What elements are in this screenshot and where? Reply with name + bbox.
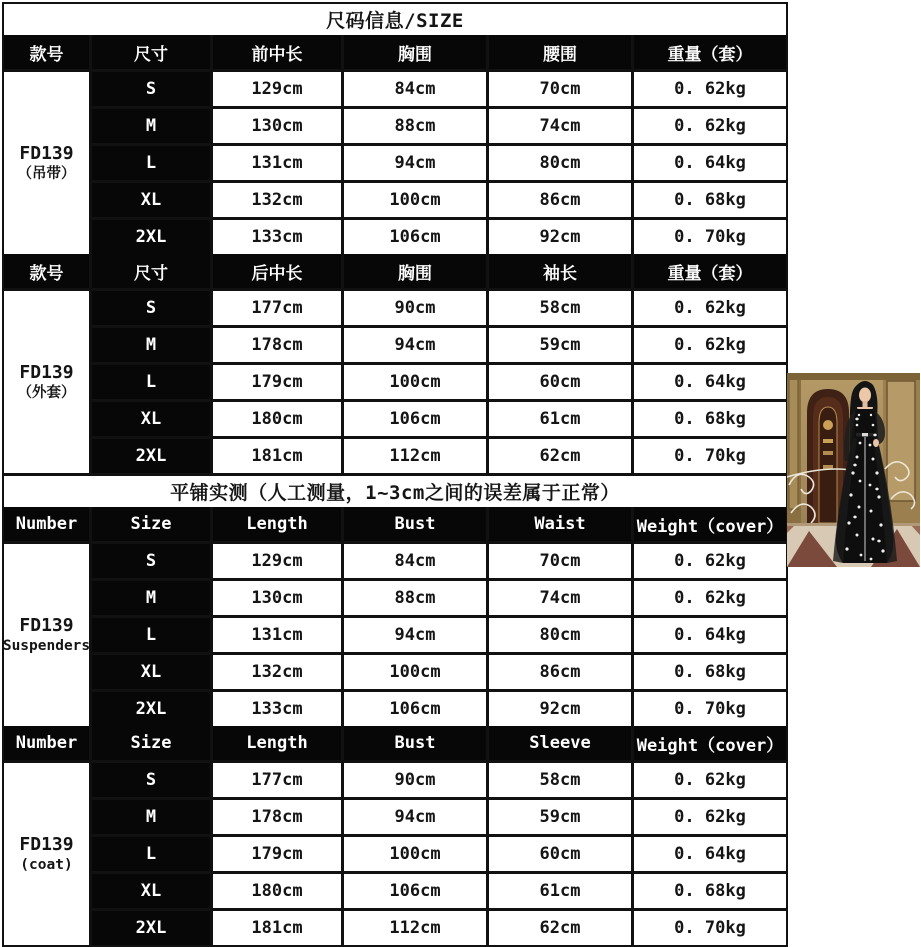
model-number: FD139	[19, 614, 74, 636]
value-cell: 0. 62kg	[634, 109, 786, 143]
product-photo-illustration	[787, 373, 920, 567]
value-cell: 0. 68kg	[634, 183, 786, 217]
value-cell: 80cm	[489, 618, 631, 652]
value-cell: 60cm	[489, 365, 631, 399]
value-cell: 58cm	[489, 291, 631, 325]
column-header: 重量（套）	[634, 35, 786, 69]
value-cell: 0. 68kg	[634, 874, 786, 908]
chart-title: 尺码信息/SIZE	[4, 4, 786, 35]
section-cn-sling	[4, 35, 786, 254]
size-cell: S	[92, 72, 210, 106]
size-cell: S	[92, 291, 210, 325]
model-cell	[4, 544, 89, 726]
value-cell: 92cm	[489, 692, 631, 726]
column-header: 款号	[4, 254, 89, 288]
value-cell: 100cm	[344, 365, 486, 399]
column-header: 袖长	[489, 254, 631, 288]
model-variant: （吊带）	[17, 166, 76, 183]
value-cell: 60cm	[489, 837, 631, 871]
value-cell: 100cm	[344, 655, 486, 689]
value-cell: 178cm	[213, 328, 341, 362]
value-cell: 61cm	[489, 874, 631, 908]
value-cell: 0. 70kg	[634, 911, 786, 945]
column-header: 款号	[4, 35, 89, 69]
size-cell: M	[92, 109, 210, 143]
measurement-note-title: 平铺实测（人工测量，1~3cm之间的误差属于正常）	[4, 473, 786, 507]
value-cell: 0. 64kg	[634, 146, 786, 180]
value-cell: 90cm	[344, 291, 486, 325]
size-cell: S	[92, 763, 210, 797]
value-cell: 100cm	[344, 837, 486, 871]
value-cell: 178cm	[213, 800, 341, 834]
column-header: Bust	[344, 726, 486, 760]
column-header: 胸围	[344, 35, 486, 69]
column-header: Bust	[344, 507, 486, 541]
value-cell: 0. 62kg	[634, 328, 786, 362]
value-cell: 70cm	[489, 72, 631, 106]
value-cell: 131cm	[213, 146, 341, 180]
size-cell: L	[92, 365, 210, 399]
value-cell: 181cm	[213, 439, 341, 473]
value-cell: 131cm	[213, 618, 341, 652]
section-cn-coat	[4, 254, 786, 473]
value-cell: 58cm	[489, 763, 631, 797]
value-cell: 59cm	[489, 800, 631, 834]
column-header: 前中长	[213, 35, 341, 69]
value-cell: 130cm	[213, 581, 341, 615]
value-cell: 177cm	[213, 763, 341, 797]
column-header: 尺寸	[92, 35, 210, 69]
value-cell: 0. 64kg	[634, 618, 786, 652]
value-cell: 112cm	[344, 439, 486, 473]
size-cell: 2XL	[92, 220, 210, 254]
model-number: FD139	[19, 361, 74, 383]
value-cell: 100cm	[344, 183, 486, 217]
value-cell: 90cm	[344, 763, 486, 797]
column-header: Weight（cover）	[634, 507, 786, 541]
model-cell	[4, 763, 89, 945]
value-cell: 0. 62kg	[634, 581, 786, 615]
value-cell: 61cm	[489, 402, 631, 436]
value-cell: 180cm	[213, 874, 341, 908]
value-cell: 179cm	[213, 837, 341, 871]
value-cell: 80cm	[489, 146, 631, 180]
value-cell: 133cm	[213, 220, 341, 254]
section-en-suspenders	[4, 507, 786, 726]
value-cell: 130cm	[213, 109, 341, 143]
value-cell: 92cm	[489, 220, 631, 254]
size-cell: XL	[92, 655, 210, 689]
value-cell: 74cm	[489, 581, 631, 615]
value-cell: 0. 62kg	[634, 800, 786, 834]
value-cell: 133cm	[213, 692, 341, 726]
value-cell: 94cm	[344, 146, 486, 180]
value-cell: 84cm	[344, 72, 486, 106]
size-cell: L	[92, 618, 210, 652]
column-header: Sleeve	[489, 726, 631, 760]
size-cell: L	[92, 146, 210, 180]
value-cell: 0. 62kg	[634, 291, 786, 325]
value-cell: 59cm	[489, 328, 631, 362]
value-cell: 0. 64kg	[634, 837, 786, 871]
column-header: Waist	[489, 507, 631, 541]
value-cell: 177cm	[213, 291, 341, 325]
value-cell: 62cm	[489, 911, 631, 945]
value-cell: 62cm	[489, 439, 631, 473]
value-cell: 129cm	[213, 72, 341, 106]
size-cell: 2XL	[92, 439, 210, 473]
value-cell: 129cm	[213, 544, 341, 578]
model-cell	[4, 72, 89, 254]
column-header: Number	[4, 726, 89, 760]
size-cell: M	[92, 328, 210, 362]
value-cell: 106cm	[344, 402, 486, 436]
column-header: 重量（套）	[634, 254, 786, 288]
size-cell: XL	[92, 874, 210, 908]
value-cell: 86cm	[489, 655, 631, 689]
product-photo	[787, 373, 920, 567]
size-cell: XL	[92, 183, 210, 217]
model-number: FD139	[19, 833, 74, 855]
value-cell: 0. 62kg	[634, 72, 786, 106]
value-cell: 132cm	[213, 183, 341, 217]
model-variant: Suspenders	[2, 638, 91, 655]
column-header: Length	[213, 507, 341, 541]
size-cell: M	[92, 800, 210, 834]
size-cell: L	[92, 837, 210, 871]
value-cell: 179cm	[213, 365, 341, 399]
value-cell: 0. 64kg	[634, 365, 786, 399]
column-header: Length	[213, 726, 341, 760]
value-cell: 88cm	[344, 109, 486, 143]
model-number: FD139	[19, 142, 74, 164]
value-cell: 0. 70kg	[634, 439, 786, 473]
value-cell: 106cm	[344, 692, 486, 726]
value-cell: 84cm	[344, 544, 486, 578]
value-cell: 181cm	[213, 911, 341, 945]
size-cell: 2XL	[92, 692, 210, 726]
value-cell: 86cm	[489, 183, 631, 217]
model-variant: (coat)	[20, 857, 73, 874]
value-cell: 0. 70kg	[634, 220, 786, 254]
section-en-coat	[4, 726, 786, 945]
column-header: 尺寸	[92, 254, 210, 288]
value-cell: 132cm	[213, 655, 341, 689]
value-cell: 94cm	[344, 800, 486, 834]
column-header: Size	[92, 507, 210, 541]
model-cell	[4, 291, 89, 473]
value-cell: 70cm	[489, 544, 631, 578]
value-cell: 0. 68kg	[634, 655, 786, 689]
value-cell: 88cm	[344, 581, 486, 615]
model-variant: （外套）	[17, 385, 76, 402]
value-cell: 0. 62kg	[634, 763, 786, 797]
value-cell: 74cm	[489, 109, 631, 143]
column-header: 胸围	[344, 254, 486, 288]
value-cell: 94cm	[344, 618, 486, 652]
column-header: Size	[92, 726, 210, 760]
size-chart-table	[2, 2, 788, 947]
value-cell: 0. 62kg	[634, 544, 786, 578]
column-header: 后中长	[213, 254, 341, 288]
column-header: 腰围	[489, 35, 631, 69]
column-header: Number	[4, 507, 89, 541]
size-cell: XL	[92, 402, 210, 436]
value-cell: 106cm	[344, 874, 486, 908]
value-cell: 106cm	[344, 220, 486, 254]
size-cell: 2XL	[92, 911, 210, 945]
column-header: Weight（cover）	[634, 726, 786, 760]
value-cell: 112cm	[344, 911, 486, 945]
size-cell: M	[92, 581, 210, 615]
value-cell: 0. 68kg	[634, 402, 786, 436]
value-cell: 180cm	[213, 402, 341, 436]
size-cell: S	[92, 544, 210, 578]
value-cell: 94cm	[344, 328, 486, 362]
value-cell: 0. 70kg	[634, 692, 786, 726]
